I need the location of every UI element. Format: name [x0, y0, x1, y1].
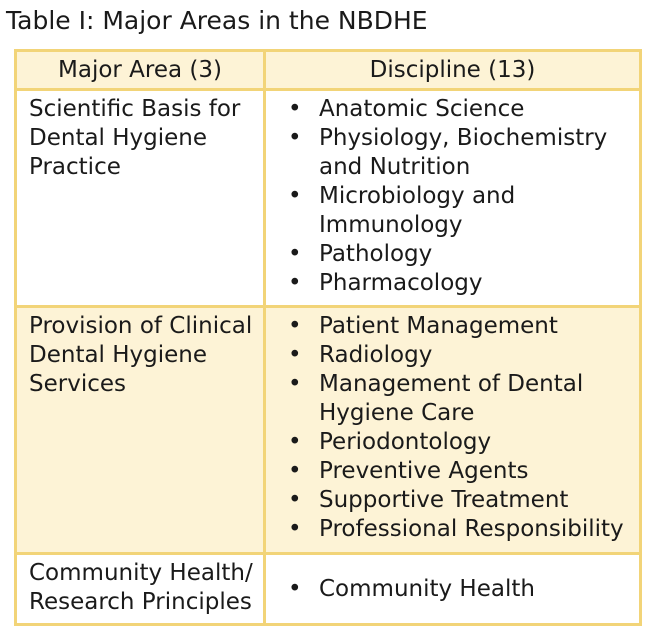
discipline-label: Professional Responsibility	[319, 516, 624, 542]
bullet-icon: •	[288, 458, 302, 484]
discipline-list	[266, 575, 635, 604]
discipline-list	[266, 312, 635, 544]
bullet-icon: •	[288, 575, 302, 602]
bullet-icon: •	[288, 241, 302, 267]
list-item	[266, 370, 635, 428]
bullet-icon: •	[288, 183, 302, 209]
list-item	[266, 457, 635, 486]
discipline-list	[266, 95, 635, 298]
discipline-cell	[265, 307, 641, 554]
list-item	[266, 515, 635, 544]
bullet-icon: •	[288, 371, 302, 397]
list-item	[266, 182, 635, 240]
discipline-label: Microbiology and Immunology	[319, 183, 516, 238]
bullet-icon: •	[288, 313, 302, 339]
list-item	[266, 312, 635, 341]
major-area-cell: Provision of Clinical Dental Hygiene Services	[16, 307, 265, 554]
discipline-label: Periodontology	[319, 429, 492, 455]
discipline-label: Physiology, Biochemistry and Nutrition	[319, 125, 608, 180]
list-item	[266, 240, 635, 269]
discipline-label: Radiology	[319, 342, 433, 368]
bullet-icon: •	[288, 487, 302, 513]
discipline-label: Pharmacology	[319, 270, 483, 296]
discipline-cell	[265, 554, 641, 625]
bullet-icon: •	[288, 270, 302, 296]
discipline-cell	[265, 90, 641, 307]
table-header-row	[16, 51, 641, 90]
discipline-label: Community Health	[319, 575, 535, 602]
discipline-label: Management of Dental Hygiene Care	[319, 371, 584, 426]
major-area-cell: Scientific Basis for Dental Hygiene Practice	[16, 90, 265, 307]
major-area-cell: Community Health/ Research Principles	[16, 554, 265, 625]
list-item	[266, 575, 635, 604]
bullet-icon: •	[288, 125, 302, 151]
table-row	[16, 307, 641, 554]
bullet-icon: •	[288, 516, 302, 542]
discipline-label: Preventive Agents	[319, 458, 529, 484]
table-row	[16, 90, 641, 307]
list-item	[266, 95, 635, 124]
header-discipline: Discipline (13)	[265, 51, 641, 90]
list-item	[266, 341, 635, 370]
list-item	[266, 428, 635, 457]
discipline-label: Pathology	[319, 241, 433, 267]
major-areas-table	[14, 49, 642, 626]
discipline-label: Anatomic Science	[319, 96, 525, 122]
bullet-icon: •	[288, 342, 302, 368]
bullet-icon: •	[288, 96, 302, 122]
list-item	[266, 269, 635, 298]
list-item	[266, 124, 635, 182]
header-major-area: Major Area (3)	[16, 51, 265, 90]
table-title: Table I: Major Areas in the NBDHE	[6, 6, 428, 35]
discipline-label: Supportive Treatment	[319, 487, 569, 513]
list-item	[266, 486, 635, 515]
discipline-label: Patient Management	[319, 313, 558, 339]
bullet-icon: •	[288, 429, 302, 455]
table-row	[16, 554, 641, 625]
